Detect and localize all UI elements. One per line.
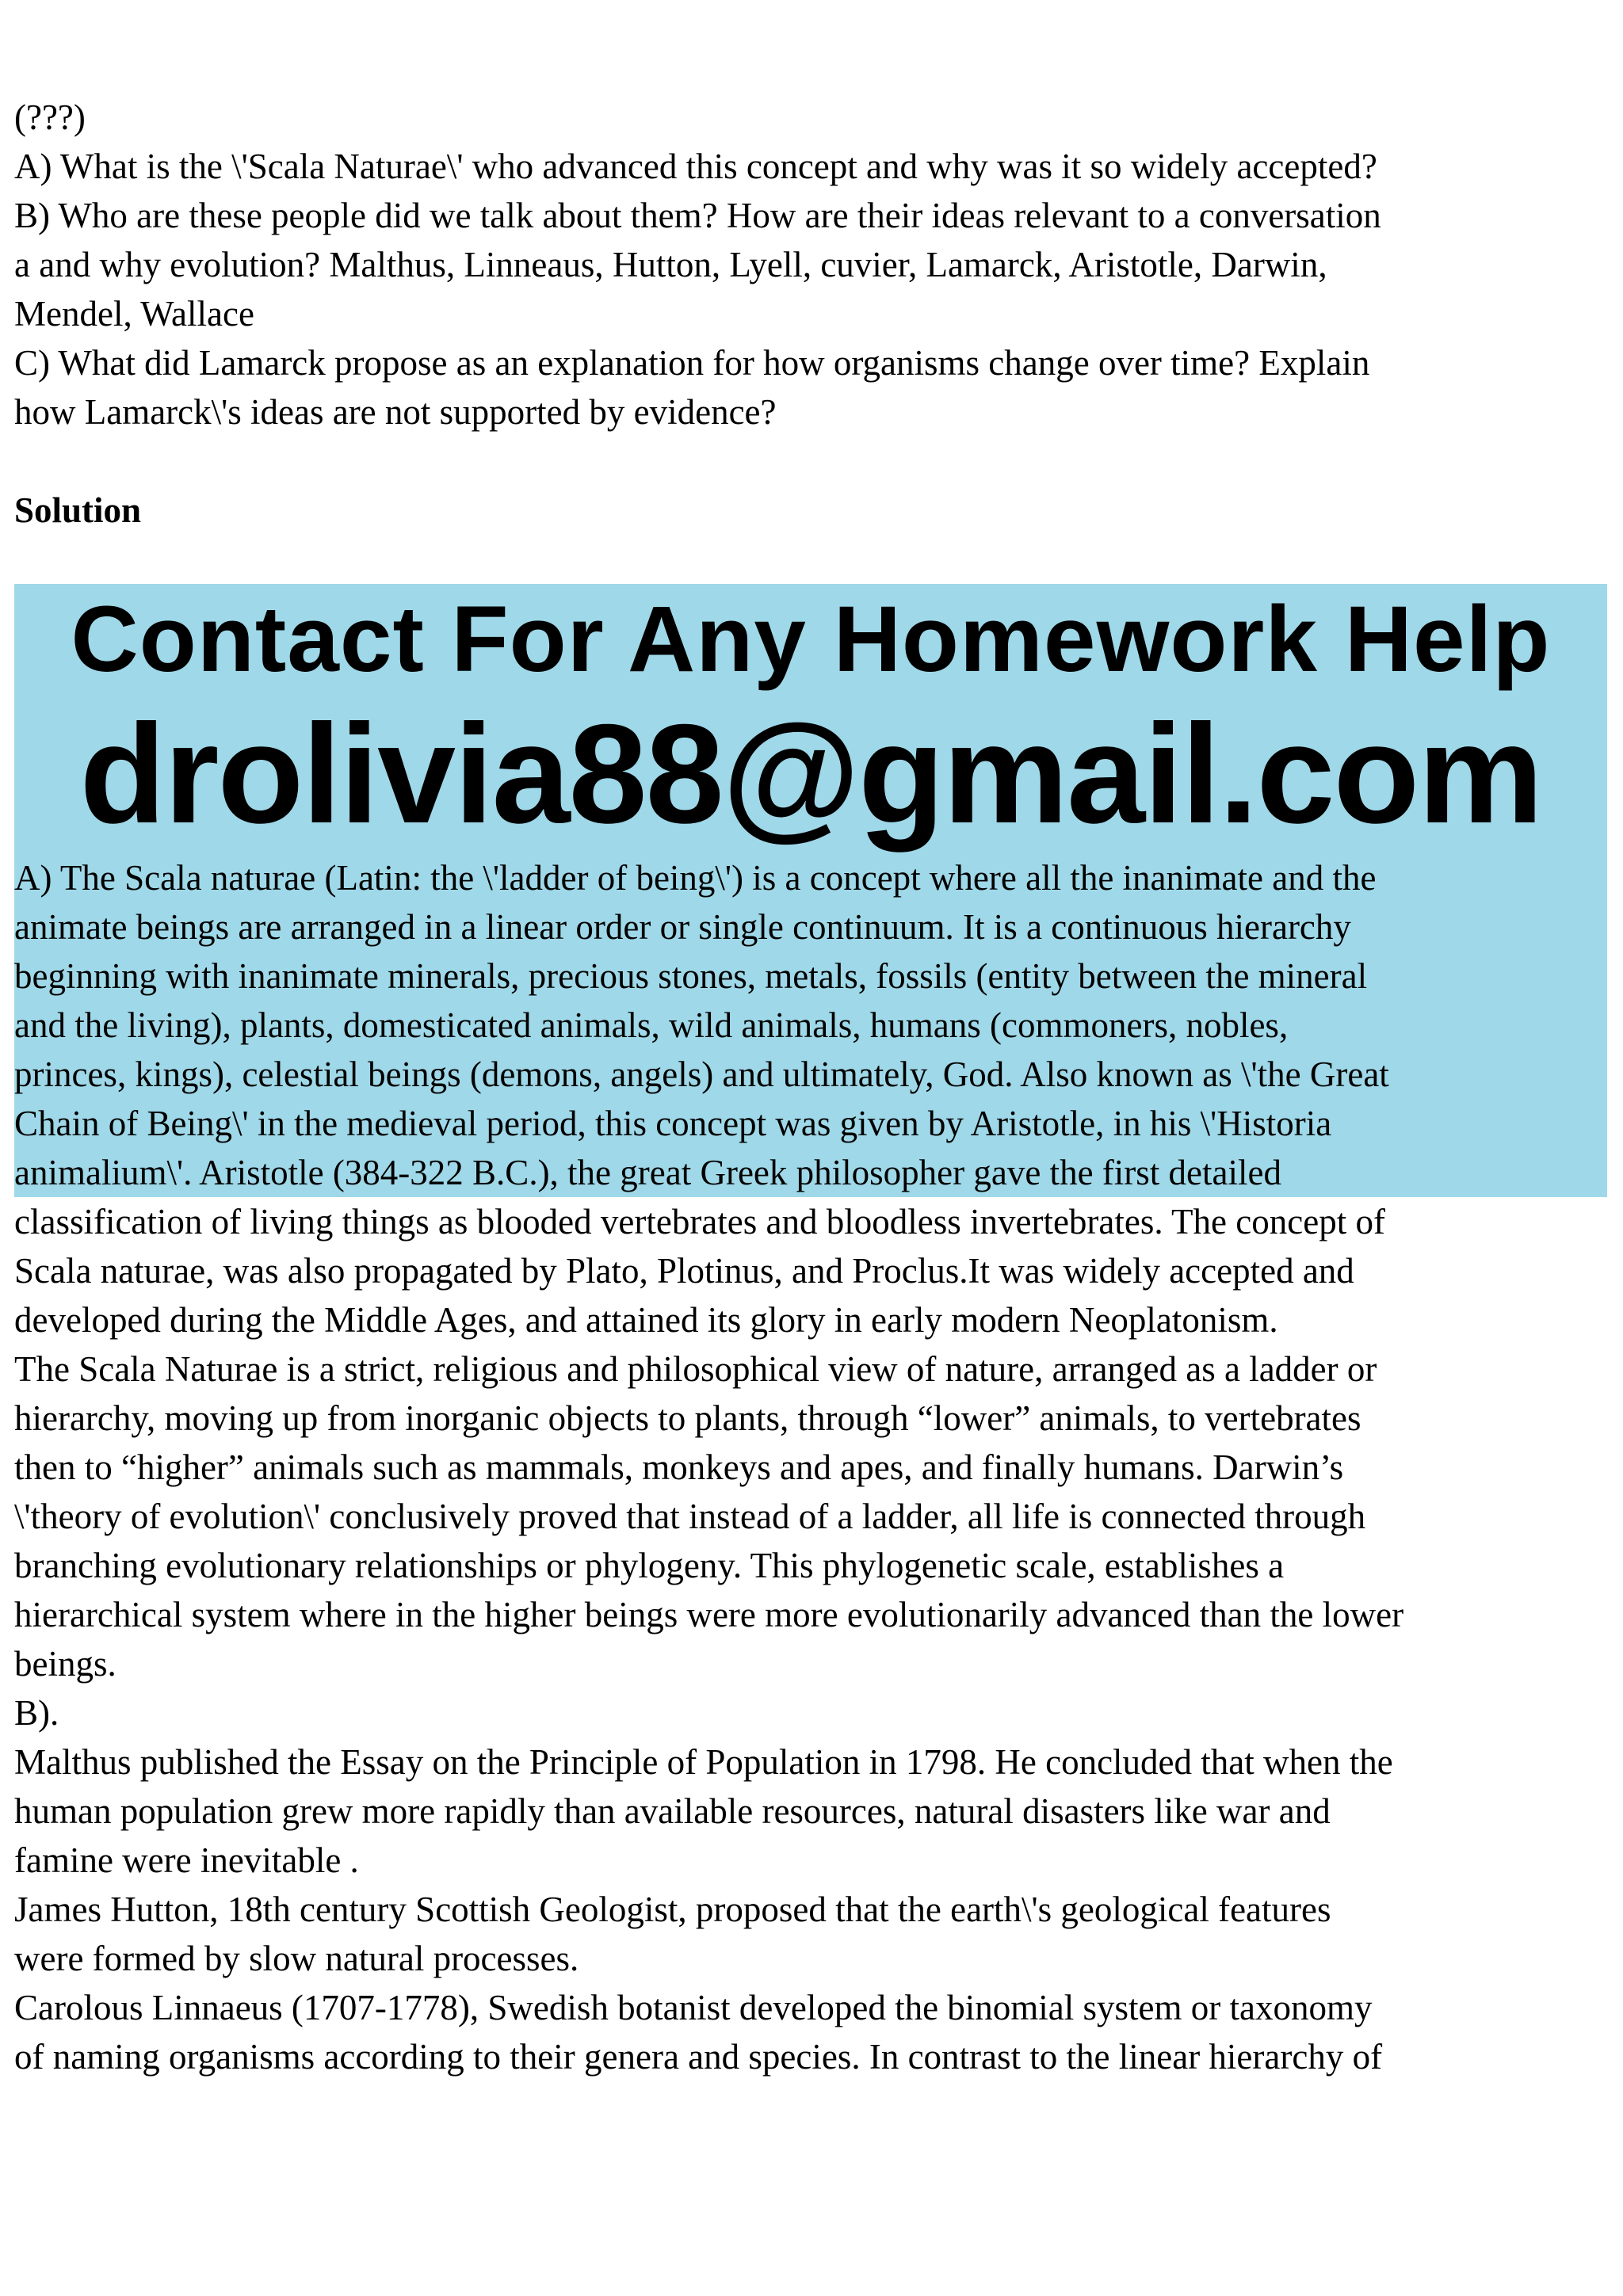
text-line: Mendel, Wallace <box>14 294 254 334</box>
text-line: of naming organisms according to their genera and species. In contrast to the linear hierarchy of <box>14 2037 1383 2077</box>
text-line: Malthus published the Essay on the Principle of Population in 1798. He concluded that when the <box>14 1742 1393 1782</box>
text-line: branching evolutionary relationships or phylogeny. This phylogenetic scale, establishes a <box>14 1546 1285 1585</box>
text-line: \'theory of evolution\' conclusively proved that instead of a ladder, all life is connected through <box>14 1497 1366 1536</box>
text-line: and the living), plants, domesticated animals, wild animals, humans (commoners, nobles, <box>14 1005 1289 1045</box>
text-line: how Lamarck\'s ideas are not supported by evidence? <box>14 392 777 432</box>
document-body <box>14 93 1607 2081</box>
text-line: beings. <box>14 1644 116 1684</box>
text-line: B) Who are these people did we talk about them? How are their ideas relevant to a conversation <box>14 196 1381 235</box>
text-line: then to “higher” animals such as mammals, monkeys and apes, and finally humans. Darwin’s <box>14 1447 1344 1487</box>
text-line: princes, kings), celestial beings (demons, angels) and ultimately, God. Also known as \'the Great <box>14 1055 1389 1094</box>
text-line <box>14 437 1607 486</box>
text-line: beginning with inanimate minerals, precious stones, metals, fossils (entity between the mineral <box>14 956 1368 996</box>
text-line: developed during the Middle Ages, and attained its glory in early modern Neoplatonism. <box>14 1300 1278 1340</box>
text-line: classification of living things as blooded vertebrates and bloodless invertebrates. The concept of <box>14 1202 1385 1241</box>
text-line: A) The Scala naturae (Latin: the \'ladder of being\') is a concept where all the inanimate and the <box>14 858 1377 898</box>
text-line: a and why evolution? Malthus, Linneaus, Hutton, Lyell, cuvier, Lamarck, Aristotle, Darwin, <box>14 245 1327 284</box>
text-line: were formed by slow natural processes. <box>14 1939 579 1978</box>
text-line: B). <box>14 1693 59 1733</box>
text-line: human population grew more rapidly than available resources, natural disasters like war and <box>14 1791 1331 1831</box>
watermark-email-text: drolivia88@gmail.com <box>79 695 1542 852</box>
text-line: hierarchical system where in the higher beings were more evolutionarily advanced than the lower <box>14 1595 1404 1634</box>
text-line: Scala naturae, was also propagated by Plato, Plotinus, and Proclus.It was widely accepted and <box>14 1251 1354 1291</box>
solution-section <box>14 1197 1607 2081</box>
text-line: Chain of Being\' in the medieval period, this concept was given by Aristotle, in his \'Historia <box>14 1104 1332 1143</box>
text-line: famine were inevitable . <box>14 1840 359 1880</box>
text-line: hierarchy, moving up from inorganic objects to plants, through “lower” animals, to vertebrates <box>14 1398 1361 1438</box>
text-line: C) What did Lamarck propose as an explanation for how organisms change over time? Explain <box>14 343 1370 383</box>
question-section <box>14 93 1607 584</box>
text-line: animalium\'. Aristotle (384-322 B.C.), the great Greek philosopher gave the first detailed <box>14 1153 1281 1192</box>
section-heading: Solution <box>14 490 142 530</box>
text-line: (???) <box>14 97 86 137</box>
text-line: The Scala Naturae is a strict, religious and philosophical view of nature, arranged as a ladder or <box>14 1349 1377 1389</box>
text-line: Carolous Linnaeus (1707-1778), Swedish botanist developed the binomial system or taxonomy <box>14 1988 1373 2027</box>
watermark-contact-text: Contact For Any Homework Help <box>71 587 1551 692</box>
text-line: A) What is the \'Scala Naturae\' who advanced this concept and why was it so widely accepted? <box>14 147 1377 186</box>
watermark-banner <box>14 584 1607 1197</box>
text-line: James Hutton, 18th century Scottish Geologist, proposed that the earth\'s geological features <box>14 1890 1331 1929</box>
text-line <box>14 535 1607 584</box>
text-line: animate beings are arranged in a linear order or single continuum. It is a continuous hierarchy <box>14 907 1351 947</box>
solution-section-banner-part <box>14 853 1607 1197</box>
